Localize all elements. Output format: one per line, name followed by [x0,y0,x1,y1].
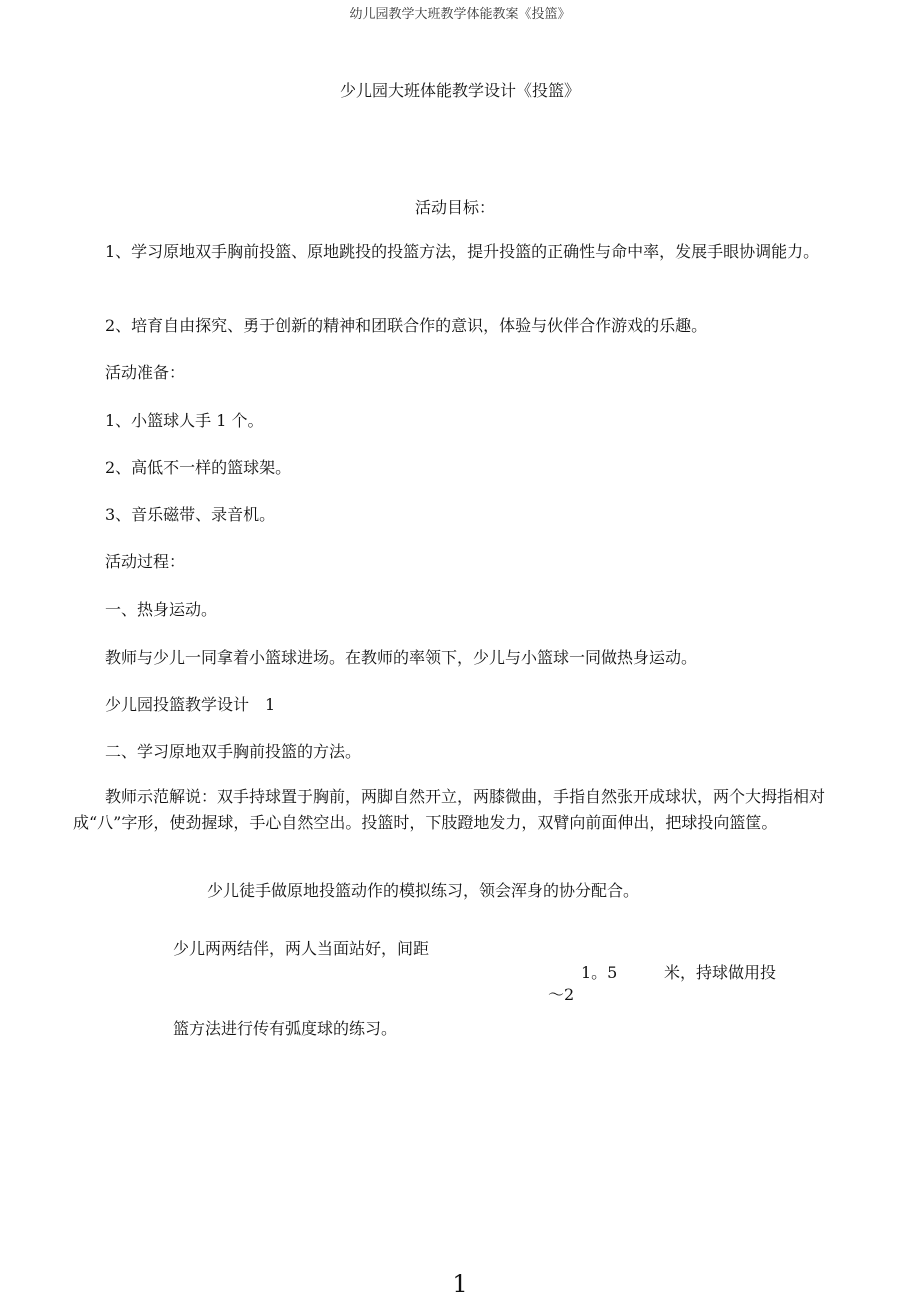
preparation-heading: 活动准备： [105,363,186,382]
preparation-item-3: 3、音乐磁带、录音机。 [105,505,276,524]
objective-item-2: 2、培育自由探究、勇于创新的精神和团联合作的意识，体验与伙伴合作游戏的乐趣。 [105,316,708,335]
practice-2-distance-range: ～2 [548,985,575,1004]
process-heading: 活动过程： [105,552,186,571]
step2-title: 二、学习原地双手胸前投篮的方法。 [105,742,362,761]
preparation-item-2: 2、高低不一样的篮球架。 [105,458,292,477]
section-subtitle: 少儿园投篮教学设计 1 [105,695,276,714]
practice-2-distance: 1。5 [581,963,618,982]
step1-text: 教师与少儿一同拿着小篮球进场。在教师的率领下，少儿与小篮球一同做热身运动。 [105,648,698,667]
practice-2-middle: 米，持球做用投 [664,963,777,982]
document-title: 少儿园大班体能教学设计《投篮》 [339,81,580,100]
page-number: 1 [452,1270,468,1298]
objectives-heading: 活动目标： [414,198,495,217]
practice-2-end: 篮方法进行传有弧度球的练习。 [173,1019,398,1038]
running-header: 幼儿园教学大班教学体能教案《投篮》 [349,7,571,22]
step2-text: 教师示范解说：双手持球置于胸前，两脚自然开立，两膝微曲，手指自然张开成球状，两个大拇指相对成“八”字形，使劲握球，手心自然空出。投篮时，下肢蹬地发力，双臂向前面伸出，把球投向篮筐。 [73,787,826,832]
preparation-item-1: 1、小篮球人手 1 个。 [105,411,264,430]
step1-title: 一、热身运动。 [105,600,218,619]
objective-item-1: 1、学习原地双手胸前投篮、原地跳投的投篮方法，提升投篮的正确性与命中率，发展手眼协调能力。 [105,242,820,261]
practice-1: 少儿徒手做原地投篮动作的模拟练习，领会浑身的协分配合。 [207,881,640,900]
practice-2-start: 少儿两两结伴，两人当面站好，间距 [173,939,430,958]
